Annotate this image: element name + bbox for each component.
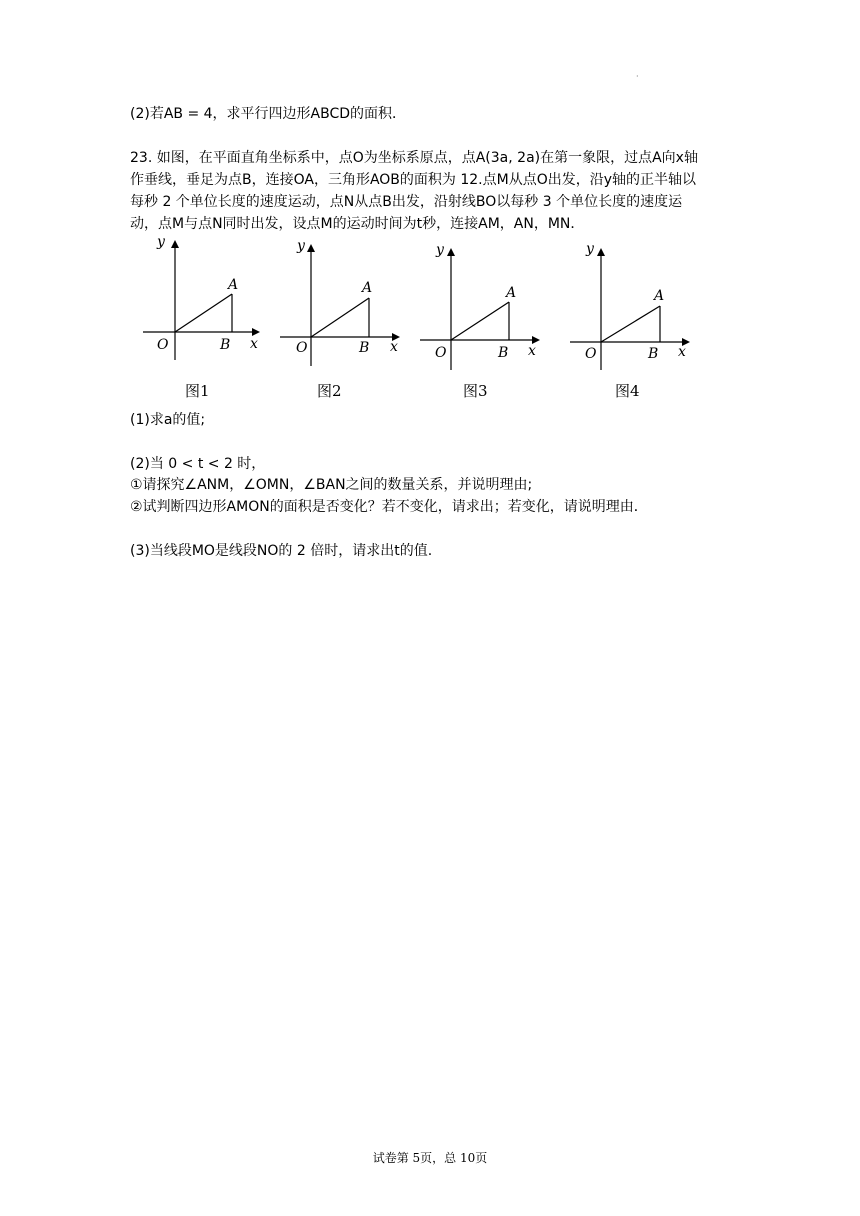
figure-4-caption: 图4 [615, 382, 640, 400]
origin-label: O [585, 346, 597, 362]
question-23-line-4: 动，点M与点N同时出发，设点M的运动时间为t秒，连接AM，AN，MN． [130, 216, 585, 232]
figure-4 [570, 242, 700, 372]
question-23-part-3: (3)当线段MO是线段NO的 2 倍时，请求出t的值. [130, 543, 433, 559]
segment-oa [311, 298, 369, 337]
y-axis-label: y [586, 241, 594, 257]
point-a-label: A [228, 277, 239, 293]
origin-label: O [435, 345, 447, 361]
point-b-label: B [648, 346, 659, 362]
figure-1 [140, 232, 270, 362]
segment-oa [601, 306, 660, 342]
question-23-part-1: (1)求a的值; [130, 412, 206, 428]
question-23-part-2-item-2: ②试判断四边形AMON的面积是否变化？若不变化，请求出；若变化，请说明理由． [130, 499, 648, 515]
x-axis-label: x [390, 339, 398, 355]
origin-label: O [157, 337, 169, 353]
point-a-label: A [362, 280, 373, 296]
question-22-part-2: (2)若AB = 4，求平行四边形ABCD的面积． [130, 106, 407, 122]
point-a-label: A [506, 285, 517, 301]
x-axis-label: x [528, 343, 536, 359]
figure-3 [420, 240, 550, 370]
x-axis-label: x [250, 336, 258, 352]
y-axis-label: y [436, 242, 444, 258]
header-mark: · [636, 72, 639, 81]
figure-2 [280, 238, 410, 368]
question-23-line-1: 23. 如图，在平面直角坐标系中，点O为坐标系原点，点A(3a, 2a)在第一象限，过点A向x轴 [130, 150, 698, 166]
question-23-part-2: (2)当 0 < t < 2 时， [130, 456, 266, 472]
point-b-label: B [220, 337, 231, 353]
figure-3-caption: 图3 [463, 382, 488, 400]
question-23-part-2-item-1: ①请探究∠ANM，∠OMN，∠BAN之间的数量关系，并说明理由; [130, 477, 533, 493]
x-axis-label: x [678, 344, 686, 360]
question-23-line-3: 每秒 2 个单位长度的速度运动，点N从点B出发，沿射线BO以每秒 3 个单位长度的速度运 [130, 194, 683, 210]
page-footer: 试卷第 5页，总 10页 [372, 1151, 488, 1165]
segment-oa [175, 294, 232, 332]
point-a-label: A [654, 288, 665, 304]
segment-oa [451, 302, 509, 340]
figure-2-caption: 图2 [317, 382, 342, 400]
origin-label: O [296, 340, 308, 356]
point-b-label: B [359, 340, 370, 356]
y-axis-label: y [157, 234, 165, 250]
point-b-label: B [498, 345, 509, 361]
figure-1-caption: 图1 [185, 382, 210, 400]
question-23-line-2: 作垂线，垂足为点B，连接OA，三角形AOB的面积为 12.点M从点O出发，沿y轴的正半轴以 [130, 172, 697, 188]
y-axis-label: y [297, 238, 305, 254]
